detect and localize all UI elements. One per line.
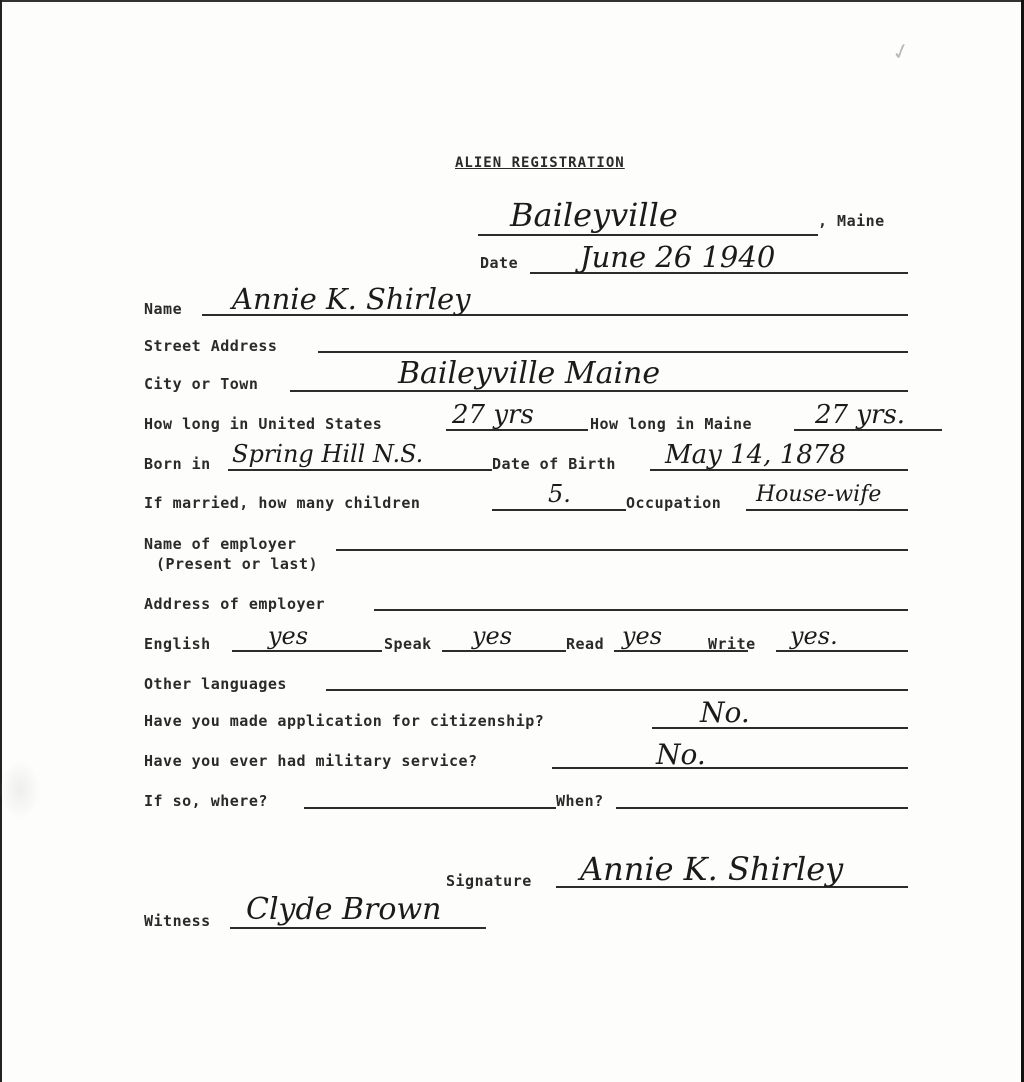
occupation-label: Occupation bbox=[626, 494, 722, 512]
howlong-us-entry: 27 yrs bbox=[452, 400, 534, 430]
state-label: , Maine bbox=[818, 212, 885, 230]
speak-label: Speak bbox=[384, 635, 432, 653]
born-label: Born in bbox=[144, 455, 211, 473]
military-label: Have you ever had military service? bbox=[144, 752, 478, 770]
scan-border-top bbox=[0, 0, 1024, 2]
children-line bbox=[492, 509, 626, 511]
employer-address-line bbox=[374, 609, 908, 611]
employer-address-label: Address of employer bbox=[144, 595, 326, 613]
howlong-me-label: How long in Maine bbox=[590, 415, 753, 433]
ifso-line bbox=[304, 807, 556, 809]
witness-entry: Clyde Brown bbox=[246, 892, 442, 927]
speak-entry: yes bbox=[472, 622, 513, 650]
signature-entry: Annie K. Shirley bbox=[580, 850, 844, 888]
employer-line bbox=[336, 549, 908, 551]
born-entry: Spring Hill N.S. bbox=[232, 440, 424, 468]
city-label: City or Town bbox=[144, 375, 259, 393]
military-entry: No. bbox=[656, 738, 706, 771]
citizenship-line bbox=[652, 727, 908, 729]
english-entry: yes bbox=[268, 622, 309, 650]
write-label: Write bbox=[708, 635, 756, 653]
dob-label: Date of Birth bbox=[492, 455, 616, 473]
check-mark-icon: ✓ bbox=[889, 38, 914, 67]
witness-label: Witness bbox=[144, 912, 211, 930]
ifso-label: If so, where? bbox=[144, 792, 268, 810]
howlong-me-entry: 27 yrs. bbox=[815, 400, 906, 430]
english-label: English bbox=[144, 635, 211, 653]
other-languages-line bbox=[326, 689, 908, 691]
date-label: Date bbox=[480, 254, 519, 272]
citizenship-label: Have you made application for citizenship? bbox=[144, 712, 545, 730]
street-line bbox=[318, 351, 908, 353]
scan-border-left bbox=[0, 0, 2, 1082]
children-entry: 5. bbox=[548, 480, 571, 508]
when-line bbox=[616, 807, 908, 809]
speak-line bbox=[442, 650, 566, 652]
name-entry: Annie K. Shirley bbox=[232, 282, 471, 316]
town-entry: Baileyville bbox=[510, 196, 678, 234]
witness-line bbox=[230, 927, 486, 929]
other-languages-label: Other languages bbox=[144, 675, 287, 693]
when-label: When? bbox=[556, 792, 604, 810]
howlong-us-label: How long in United States bbox=[144, 415, 383, 433]
english-line bbox=[232, 650, 382, 652]
born-line bbox=[228, 469, 492, 471]
military-line bbox=[552, 767, 908, 769]
date-entry: June 26 1940 bbox=[580, 240, 776, 274]
write-entry: yes. bbox=[790, 622, 838, 650]
form-title: ALIEN REGISTRATION bbox=[455, 155, 625, 171]
occupation-line bbox=[746, 509, 908, 511]
citizenship-entry: No. bbox=[700, 696, 750, 729]
write-line bbox=[776, 650, 908, 652]
read-entry: yes bbox=[622, 622, 663, 650]
street-label: Street Address bbox=[144, 337, 278, 355]
signature-label: Signature bbox=[446, 872, 532, 890]
scan-smudge bbox=[0, 760, 40, 820]
town-line bbox=[478, 234, 818, 236]
employer-sublabel: (Present or last) bbox=[156, 555, 319, 573]
read-label: Read bbox=[566, 635, 605, 653]
city-entry: Baileyville Maine bbox=[398, 356, 661, 391]
occupation-entry: House-wife bbox=[756, 482, 882, 507]
name-label: Name bbox=[144, 300, 183, 318]
employer-label: Name of employer bbox=[144, 535, 297, 553]
dob-entry: May 14, 1878 bbox=[665, 440, 846, 470]
married-label: If married, how many children bbox=[144, 494, 421, 512]
